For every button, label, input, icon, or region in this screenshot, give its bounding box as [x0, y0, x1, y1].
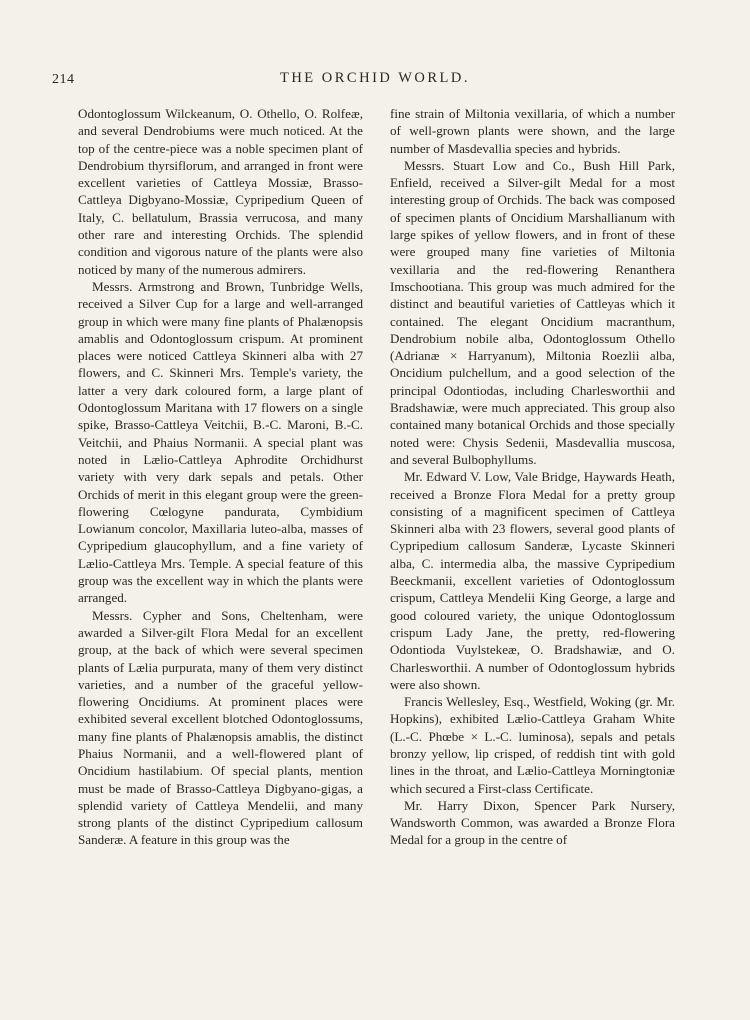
paragraph: Mr. Edward V. Low, Vale Bridge, Haywards Heath, received a Bronze Flora Medal for a pretty group consisting of a magnificent specimen of Cattleya Skinneri alba with 23 flowers, several good plants of Cypripedium callosum Sanderæ, Lycaste Skinneri alba, C. intermedia alba, the massive Cypripedium Beeckmanii, excellent varieties of Odontoglossum crispum, Cattleya Mendelii King George, a large and good coloured variety, the unique Odontoglossum crispum Lady Jane, the pretty, red-flowering Odontioda Vuylstekeæ, O. Bradshawiæ, and O. Charlesworthii. A number of Odontoglossum hybrids were also shown.: [390, 469, 675, 692]
paragraph: fine strain of Miltonia vexillaria, of which a number of well-grown plants were shown, and the large number of Masdevallia species and hybrids.: [390, 106, 675, 156]
paragraph: Messrs. Stuart Low and Co., Bush Hill Park, Enfield, received a Silver-gilt Medal for a most interesting group of Orchids. The back was composed of specimen plants of Oncidium Marshallianum with large spikes of yellow flowers, and in front of these were grouped many fine varieties of Miltonia vexillaria and the red-flowering Renanthera Imschootiana. This group was much admired for the distinct and beautiful varieties of Cattleyas which it contained. The elegant Oncidium macranthum, Dendrobium nobile alba, Odontoglossum Othello (Adrianæ × Harryanum), Miltonia Roezlii alba, Oncidium pulchellum, and a good selection of the principal Odontiodas, including Charlesworthii and Bradshawiæ, were much appreciated. This group also contained many botanical Orchids and those specially noted were: Chysis Sedenii, Masdevallia muscosa, and several Bulbophyllums.: [390, 157, 675, 467]
paragraph: Messrs. Cypher and Sons, Cheltenham, were awarded a Silver-gilt Flora Medal for an excellent group, at the back of which were several specimen plants of Lælia purpurata, many of them very distinct varieties, and a number of the graceful yellow-flowering Oncidiums. At prominent places were exhibited several excellent blotched Odontoglossums, many fine plants of Phalænopsis amablis, the distinct Phaius Normanii, and a well-flowered plant of Oncidium hastilabium. Of special plants, mention must be made of Brasso-Cattleya Digbyano-gigas, a splendid variety of Cattleya Mendelii, and many strong plants of the distinct Cypripedium callosum Sanderæ. A feature in this group was the: [78, 607, 363, 848]
paragraph: Francis Wellesley, Esq., Westfield, Woking (gr. Mr. Hopkins), exhibited Lælio-Cattleya Graham White (L.-C. Phœbe × L.-C. luminosa), sepals and petals bronzy yellow, lip crisped, of reddish tint with gold lines in the throat, and Lælio-Cattleya Morningtoniæ which secured a First-class Certificate.: [390, 694, 675, 796]
paragraph: Mr. Harry Dixon, Spencer Park Nursery, Wandsworth Common, was awarded a Bronze Flora Medal for a group in the centre of: [390, 797, 675, 848]
page-number: 214: [52, 72, 75, 87]
left-column: [78, 105, 363, 849]
paragraph: Odontoglossum Wilckeanum, O. Othello, O. Rolfeæ, and several Dendrobiums were much noticed. At the top of the centre-piece was a noble specimen plant of Dendrobium thyrsiflorum, and arranged in front were excellent varieties of Cattleya Mossiæ, Brasso-Cattleya Digbyano-Mossiæ, Cypripedium Queen of Italy, C. bellatulum, Brassia verrucosa, and many other rare and interesting Orchids. The splendid condition and vigorous nature of the plants were also noticed by many of the numerous admirers.: [78, 106, 363, 277]
paragraph: Messrs. Armstrong and Brown, Tunbridge Wells, received a Silver Cup for a large and well-arranged group in which were many fine plants of Phalænopsis amablis and Odontoglossum crispum. At prominent places were noticed Cattleya Skinneri alba with 27 flowers, and C. Skinneri Mrs. Temple's variety, the latter a very dark coloured form, a large plant of Odontoglossum Maritana with 17 flowers on a single spike, Brasso-Cattleya Veitchii, B.-C. Maroni, B.-C. Veitchii, and Phaius Normanii. A special plant was noted in Lælio-Cattleya Aphrodite Orchidhurst variety with very dark sepals and petals. Other Orchids of merit in this elegant group were the green-flowering Cœlogyne pandurata, Cymbidium Lowianum concolor, Maxillaria luteo-alba, masses of Cypripedium glaucophyllum, and a fine variety of Lælio-Cattleya Mrs. Temple. A special feature of this group was the excellent way in which the plants were arranged.: [78, 278, 363, 606]
right-column: [390, 105, 675, 849]
running-head: THE ORCHID WORLD.: [279, 70, 471, 86]
